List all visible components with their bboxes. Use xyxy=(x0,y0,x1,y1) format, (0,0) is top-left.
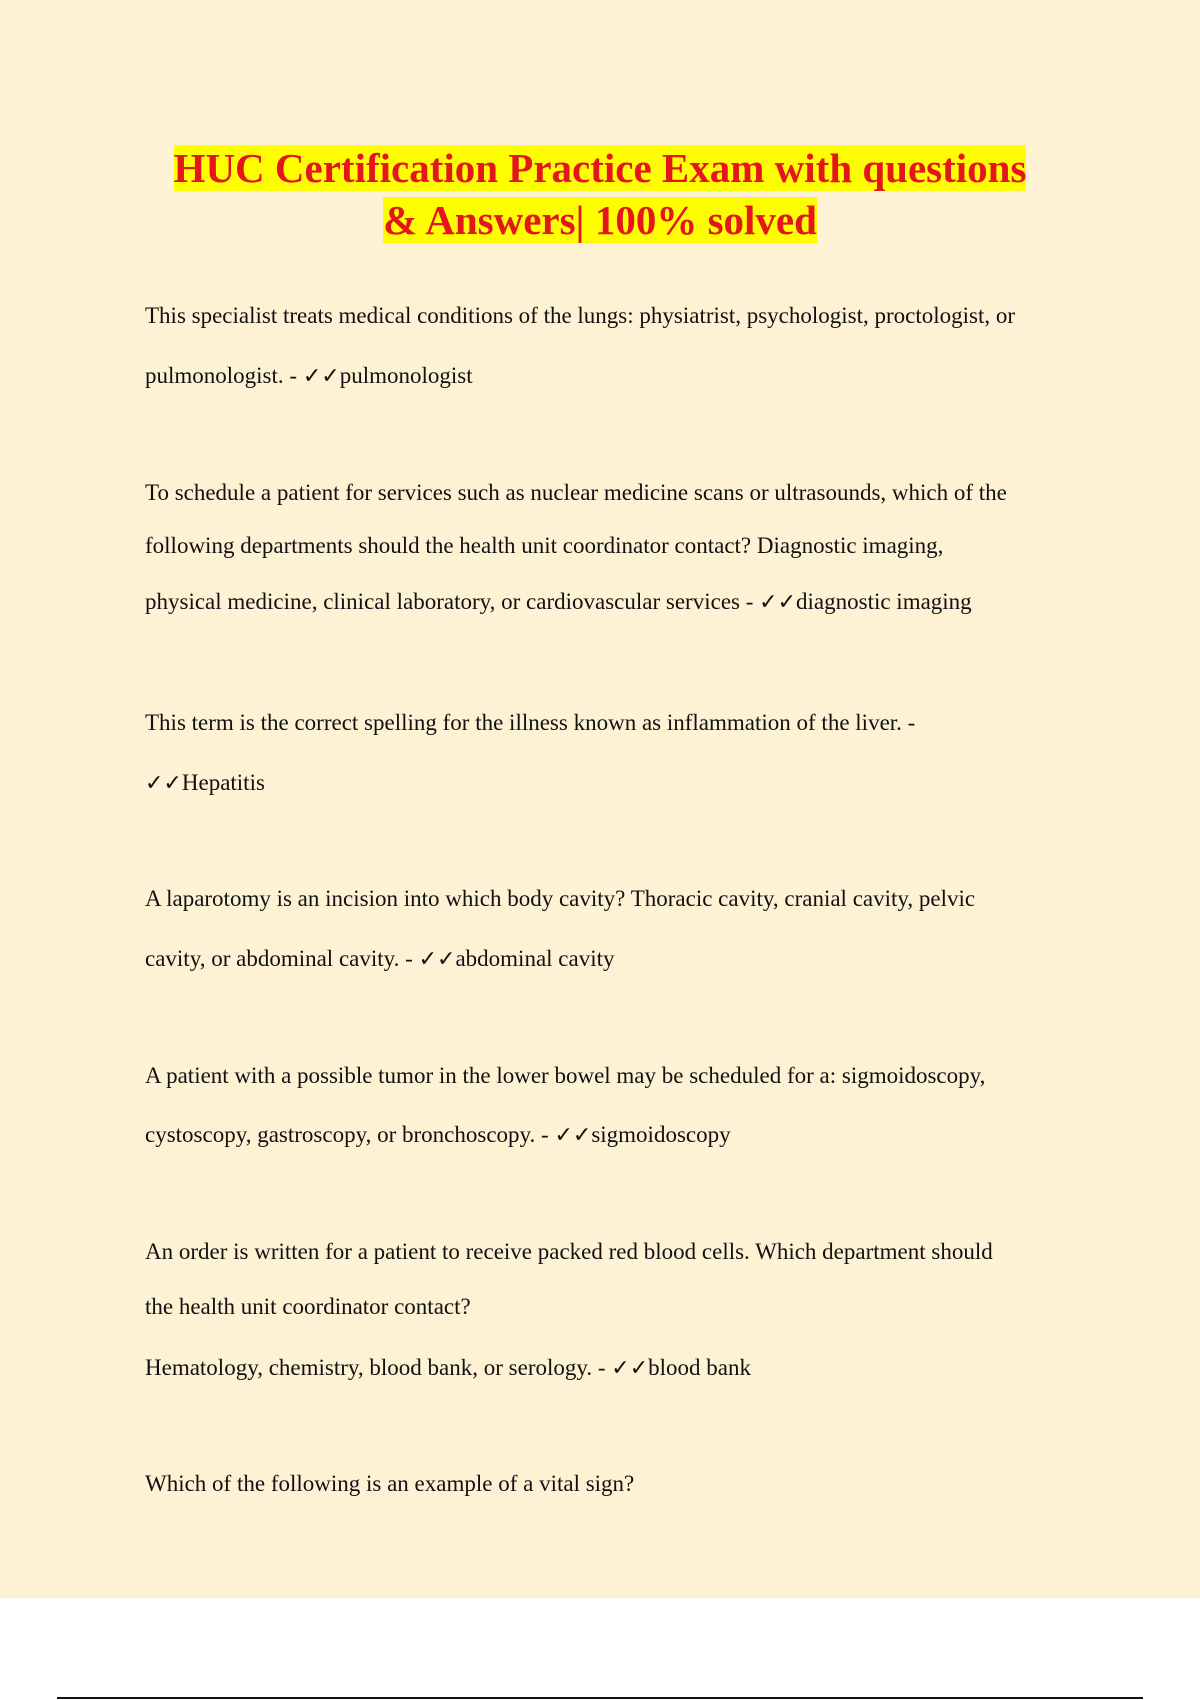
check-mark-icon: ✓✓ xyxy=(759,590,797,615)
answer-2: diagnostic imaging xyxy=(796,589,972,614)
check-mark-icon: ✓✓ xyxy=(611,1356,649,1381)
footer-divider xyxy=(57,1697,1143,1699)
question-6-line-2: the health unit coordinator contact? xyxy=(145,1294,471,1319)
question-5-line-1: A patient with a possible tumor in the lower bowel may be scheduled for a: sigmoidoscopy, xyxy=(145,1063,986,1088)
question-2-line-2: following departments should the health unit coordinator contact? Diagnostic imaging, xyxy=(145,533,944,558)
answer-1: pulmonologist xyxy=(339,363,473,388)
question-1-answer-line xyxy=(145,361,473,392)
answer-6: blood bank xyxy=(648,1355,752,1380)
question-3-answer-line xyxy=(145,768,265,799)
question-7-line-1: Which of the following is an example of a vital sign? xyxy=(145,1471,635,1496)
question-6-prefix: Hematology, chemistry, blood bank, or serology. - xyxy=(145,1355,612,1380)
answer-4: abdominal cavity xyxy=(455,946,615,971)
question-2-answer-line xyxy=(145,587,972,618)
question-2-prefix: physical medicine, clinical laboratory, or cardiovascular services - xyxy=(145,589,760,614)
check-mark-icon: ✓✓ xyxy=(418,947,456,972)
question-2-line-1: To schedule a patient for services such as nuclear medicine scans or ultrasounds, which of the xyxy=(145,480,1007,505)
question-6-line-1: An order is written for a patient to receive packed red blood cells. Which department should xyxy=(145,1239,993,1264)
document-title xyxy=(0,142,1200,246)
question-4-answer-line xyxy=(145,944,615,975)
title-line-2: & Answers| 100% solved xyxy=(383,197,817,243)
answer-5: sigmoidoscopy xyxy=(591,1122,731,1147)
question-6-answer-line xyxy=(145,1353,751,1384)
answer-3: Hepatitis xyxy=(181,770,265,795)
check-mark-icon: ✓✓ xyxy=(302,364,340,389)
question-1-line-1: This specialist treats medical conditions of the lungs: physiatrist, psychologist, proctologist, or xyxy=(145,303,1016,328)
check-mark-icon: ✓✓ xyxy=(145,771,182,796)
question-1-prefix: pulmonologist. - xyxy=(145,363,303,388)
title-line-1: HUC Certification Practice Exam with questions xyxy=(173,145,1027,191)
question-4-prefix: cavity, or abdominal cavity. - xyxy=(145,946,419,971)
question-4-line-1: A laparotomy is an incision into which body cavity? Thoracic cavity, cranial cavity, pelvic xyxy=(145,886,976,911)
question-5-answer-line xyxy=(145,1120,731,1151)
question-5-prefix: cystoscopy, gastroscopy, or bronchoscopy. - xyxy=(145,1122,555,1147)
question-3-line-1: This term is the correct spelling for the illness known as inflammation of the liver. - xyxy=(145,710,916,735)
check-mark-icon: ✓✓ xyxy=(554,1123,592,1148)
